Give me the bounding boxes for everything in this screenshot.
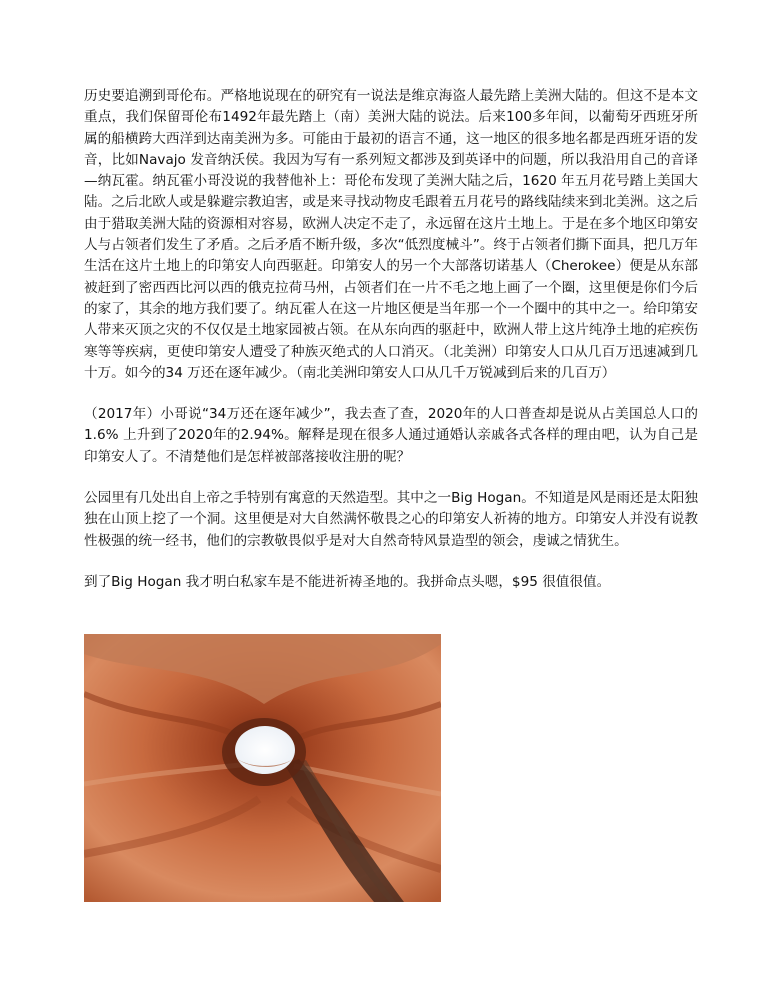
paragraph-population: （2017年）小哥说“34万还在逐年减少”，我去查了查，2020年的人口普查却是说从占美国总人口的1.6% 上升到了2020年的2.94%。解释是现在很多人通过通婚认亲戚各式各样的理由吧，认为自己是印第安人了。不清楚他们是怎样被部落接收注册的呢？ [84, 406, 698, 465]
paragraph-history: 历史要追溯到哥伦布。严格地说现在的研究有一说法是维京海盗人最先踏上美洲大陆的。但这不是本文重点，我们保留哥伦布1492年最先踏上（南）美洲大陆的说法。后来100多年间，以葡萄牙西班牙所属的船横跨大西洋到达南美洲为多。可能由于最初的语言不通，这一地区的很多地名都是西班牙语的发音，比如Navajo 发音纳沃侯。我因为写有一系列短文都涉及到英译中的问题，所以我沿用自己的音译—纳瓦霍。纳瓦霍小哥没说的我替他补上：哥伦布发现了美洲大陆之后，1620 年五月花号踏上美国大陆。之后北欧人或是躲避宗教迫害，或是来寻找动物皮毛跟着五月花号的路线陆续来到北美洲。这之后由于猎取美洲大陆的资源相对容易，欧洲人决定不走了，永远留在这片土地上。于是在多个地区印第安人与占领者们发生了矛盾。之后矛盾不断升级，多次“低烈度械斗”。终于占领者们撕下面具，把几万年生活在这片土地上的印第安人向西驱赶。印第安人的另一个大部落切诺基人（Cherokee）便是从东部被赶到了密西西比河以西的俄克拉荷马州，占领者们在一片不毛之地上画了一个圈，这里便是你们今后的家了，其余的地方我们要了。纳瓦霍人在这一片地区便是当年那一个一个圈中的其中之一。给印第安人带来灭顶之灾的不仅仅是土地家园被占领。在从东向西的驱赶中，欧洲人带上这片纯净土地的疟疾伤寒等等疾病，更使印第安人遭受了种族灭绝式的人口消灭。（北美洲）印第安人口从几百万迅速减到几十万。如今的34 万还在逐年减少。（南北美洲印第安人口从几千万锐减到后来的几百万） [84, 88, 698, 381]
big-hogan-illustration [84, 634, 441, 902]
paragraph-private-car: 到了Big Hogan 我才明白私家车是不能进祈祷圣地的。我拼命点头嗯，$95 很值很值。 [84, 573, 611, 590]
article-body [84, 86, 698, 613]
big-hogan-photo [84, 634, 441, 902]
paragraph-big-hogan: 公园里有几处出自上帝之手特别有寓意的天然造型。其中之一Big Hogan。不知道是风是雨还是太阳独独在山顶上挖了一个洞。这里便是对大自然满怀敬畏之心的印第安人祈祷的地方。印第安人并没有说教性极强的统一经书，他们的宗教敬畏似乎是对大自然奇特风景造型的领会，虔诚之情犹生。 [84, 490, 698, 549]
